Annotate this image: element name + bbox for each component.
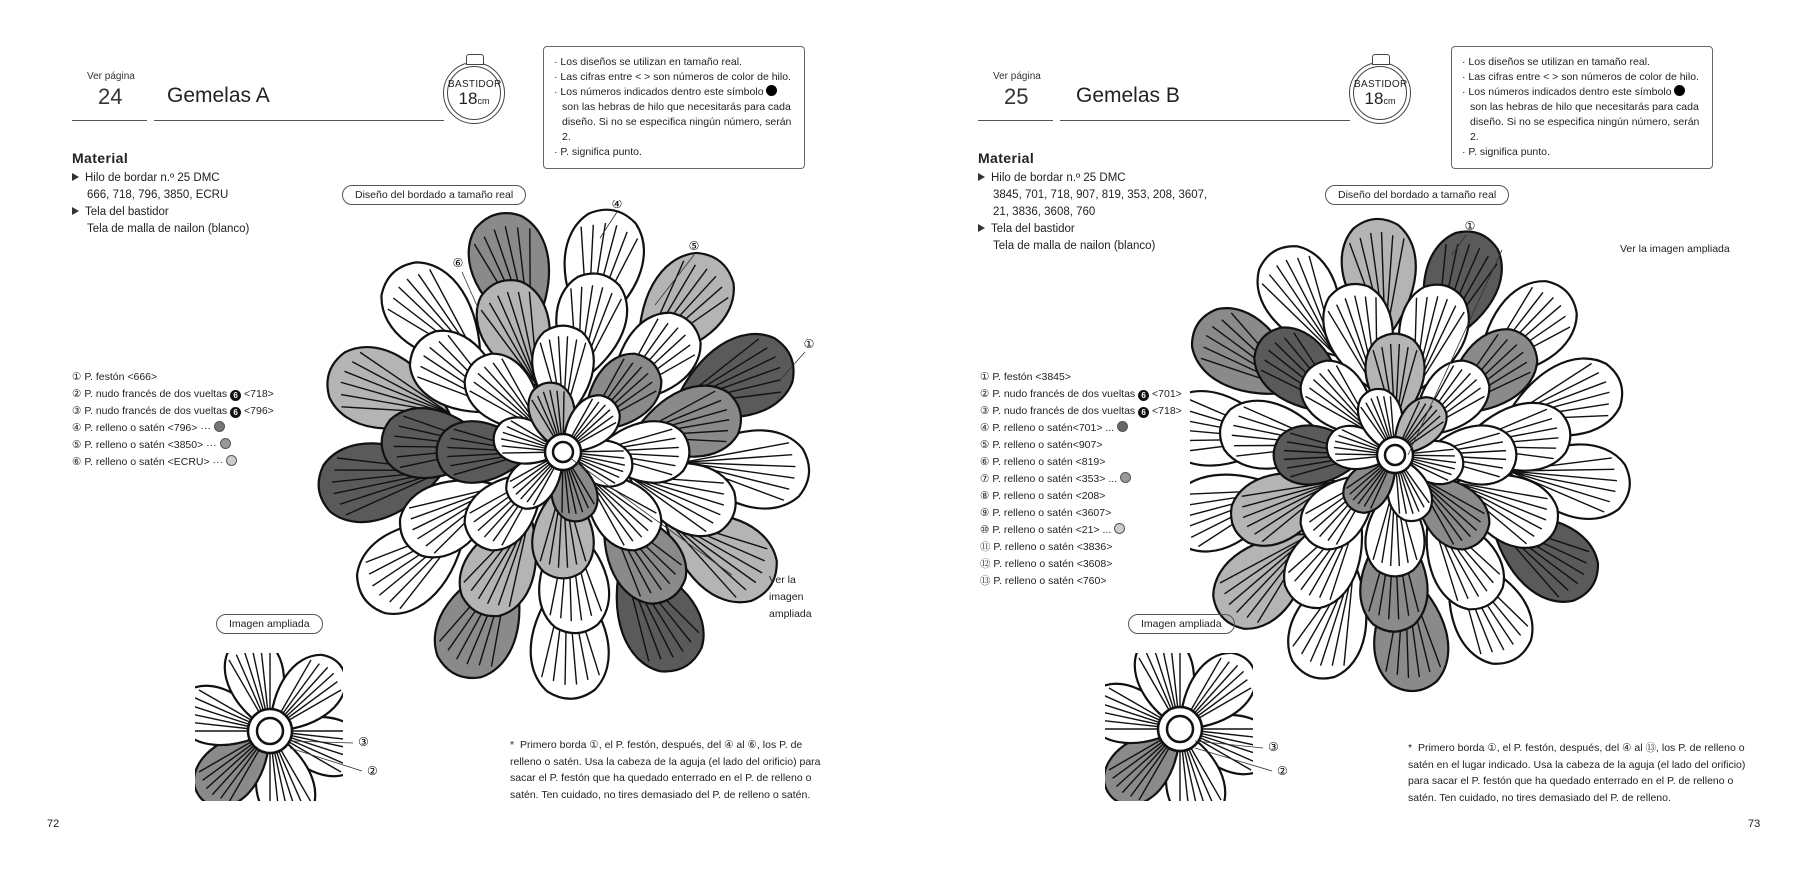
notes-box <box>543 46 805 169</box>
enlarged-label: Imagen ampliada <box>216 614 323 634</box>
marker-4: ④ <box>611 200 623 211</box>
legend-item: ⑥ P. relleno o satén <ECRU> ··· <box>72 454 274 471</box>
swatch-mid-icon <box>1120 472 1131 483</box>
material-list: Hilo de bordar n.º 25 DMC 666, 718, 796, 3850, ECRU Tela del bastidor Tela de malla de nailon (blanco) <box>72 170 249 238</box>
pattern-title: Gemelas A <box>167 84 270 107</box>
legend-item: ⑦ P. relleno o satén <353> ... <box>980 471 1182 488</box>
marker-6: ⑥ <box>452 256 464 270</box>
see-page-number: 24 <box>98 84 123 109</box>
swatch-mid-icon <box>220 438 231 449</box>
hoop-screw-icon <box>466 54 484 65</box>
enlarged-view <box>195 653 385 803</box>
enlarged-label: Imagen ampliada <box>1128 614 1235 634</box>
stitch-legend <box>980 369 1182 590</box>
stitch-legend <box>72 369 274 471</box>
swatch-light-icon <box>1114 523 1125 534</box>
hoop-badge <box>443 62 505 124</box>
note-2: · Las cifras entre < > son números de color de hilo. <box>554 71 791 83</box>
rule-long <box>1060 120 1350 121</box>
legend-item: ⑬ P. relleno o satén <760> <box>980 575 1107 587</box>
hoop-label: BASTIDOR <box>1354 79 1408 90</box>
note-1: · Los diseños se utilizan en tamaño real. <box>554 56 742 68</box>
note-2: · Las cifras entre < > son números de color de hilo. <box>1462 71 1699 83</box>
see-page-number: 25 <box>1004 84 1029 109</box>
legend-item: ⑩ P. relleno o satén <21> ... <box>980 522 1182 539</box>
strands-badge-icon: 6 <box>1138 407 1149 418</box>
page-number: 72 <box>47 818 60 830</box>
see-enlarged-callout: Ver la imagen ampliada <box>1620 243 1730 255</box>
legend-item: ④ P. relleno o satén <796> ··· <box>72 420 274 437</box>
rule-long <box>154 120 444 121</box>
rule-short <box>978 120 1053 121</box>
black-dot-icon <box>1674 85 1685 96</box>
enlarged-marker-3: ③ <box>1268 740 1279 754</box>
triangle-bullet-icon <box>978 173 985 181</box>
see-page-label: Ver página <box>993 71 1041 82</box>
strands-badge-icon: 6 <box>230 407 241 418</box>
instructions: * Primero borda ①, el P. festón, después, del ④ al ⑬, los P. de relleno o satén en el lugar indicado. Usa la cabeza de la aguja (el lado del orificio) para sacar el P. festón que ha quedado enterrado en el P. de relleno o satén. Ten cuidado, no tires demasiado del P. de relleno. <box>1408 742 1746 804</box>
flower-diagram-b <box>1190 215 1660 720</box>
note-3: · Los números indicados dentro este símbolo son las hebras de hilo que necesitarás para cada diseño. Si no se especifica ningún número, serán 2. <box>1462 86 1700 143</box>
triangle-bullet-icon <box>978 224 985 232</box>
triangle-bullet-icon <box>72 173 79 181</box>
swatch-dark-icon <box>214 421 225 432</box>
enlarged-view <box>1105 653 1295 803</box>
hoop-badge <box>1349 62 1411 124</box>
see-page-label: Ver página <box>87 71 135 82</box>
legend-item: ① P. festón <3845> <box>980 371 1071 383</box>
material-list: Hilo de bordar n.º 25 DMC 3845, 701, 718, 907, 819, 353, 208, 3607, 21, 3836, 3608, 760 Tela del bastidor Tela de malla de nailon (blanco) <box>978 170 1207 255</box>
hoop-size: 18cm <box>458 89 490 108</box>
material-heading: Material <box>978 150 1035 166</box>
legend-item: ③ P. nudo francés de dos vueltas 6 <718> <box>980 405 1182 417</box>
legend-item: ⑧ P. relleno o satén <208> <box>980 490 1106 502</box>
enlarged-marker-2: ② <box>367 764 378 778</box>
legend-item: ① P. festón <666> <box>72 371 158 383</box>
marker-1: ① <box>803 337 815 351</box>
legend-item: ⑤ P. relleno o satén <3850> ··· <box>72 437 274 454</box>
design-label: Diseño del bordado a tamaño real <box>1325 185 1509 205</box>
enlarged-marker-3: ③ <box>358 735 369 749</box>
legend-item: ⑨ P. relleno o satén <3607> <box>980 507 1112 519</box>
strands-badge-icon: 6 <box>1138 390 1149 401</box>
note-1: · Los diseños se utilizan en tamaño real. <box>1462 56 1650 68</box>
legend-item: ⑤ P. relleno o satén<907> <box>980 439 1103 451</box>
swatch-dark-icon <box>1117 421 1128 432</box>
marker-5: ⑤ <box>688 239 700 253</box>
flower-diagram-a <box>280 200 840 730</box>
hoop-label: BASTIDOR <box>448 79 502 90</box>
right-page <box>900 0 1800 871</box>
legend-item: ⑫ P. relleno o satén <3608> <box>980 558 1113 570</box>
strands-badge-icon: 6 <box>230 390 241 401</box>
legend-item: ② P. nudo francés de dos vueltas 6 <701> <box>980 388 1182 400</box>
enlarged-marker-2: ② <box>1277 764 1288 778</box>
rule-short <box>72 120 147 121</box>
hoop-screw-icon <box>1372 54 1390 65</box>
notes-box <box>1451 46 1713 169</box>
legend-item: ⑪ P. relleno o satén <3836> <box>980 541 1113 553</box>
legend-item: ⑥ P. relleno o satén <819> <box>980 456 1106 468</box>
pattern-title: Gemelas B <box>1076 84 1180 107</box>
design-label: Diseño del bordado a tamaño real <box>342 185 526 205</box>
note-4: · P. significa punto. <box>1462 146 1550 158</box>
legend-item: ③ P. nudo francés de dos vueltas 6 <796> <box>72 405 274 417</box>
hoop-size: 18cm <box>1364 89 1396 108</box>
triangle-bullet-icon <box>72 207 79 215</box>
instructions: * Primero borda ①, el P. festón, después, del ④ al ⑥, los P. de relleno o satén. Usa la cabeza de la aguja (el lado del orificio) para sacar el P. festón que ha quedado enterrado en el P. de relleno o satén. Ten cuidado, no tires demasiado del P. de relleno o satén. <box>510 739 821 801</box>
legend-item: ② P. nudo francés de dos vueltas 6 <718> <box>72 388 274 400</box>
black-dot-icon <box>766 85 777 96</box>
material-heading: Material <box>72 150 129 166</box>
note-3: · Los números indicados dentro este símbolo son las hebras de hilo que necesitarás para cada diseño. Si no se especifica ningún número, serán 2. <box>554 86 792 143</box>
swatch-light-icon <box>226 455 237 466</box>
page-number: 73 <box>1748 818 1761 830</box>
note-4: · P. significa punto. <box>554 146 642 158</box>
marker-1: ① <box>1464 219 1476 233</box>
see-enlarged-callout: Ver la imagen ampliada <box>769 574 812 620</box>
legend-item: ④ P. relleno o satén<701> ... <box>980 420 1182 437</box>
